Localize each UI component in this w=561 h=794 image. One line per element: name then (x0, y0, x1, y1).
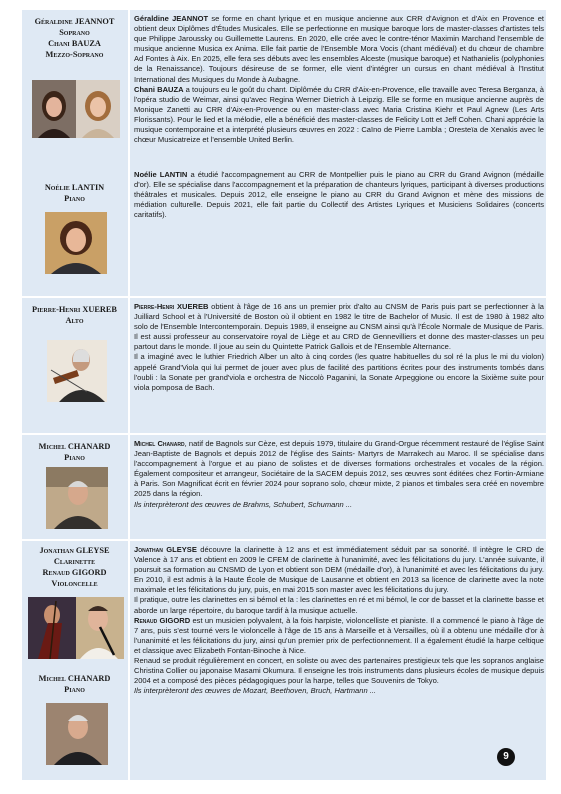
bio-lead: Géraldine JEANNOT (134, 14, 209, 23)
bio-lead: Chani BAUZA (134, 84, 184, 94)
artist-photo (28, 597, 124, 659)
artist-label-block (22, 182, 127, 204)
artist-role: Piano (64, 685, 85, 694)
repertoire-note: Ils interprèteront des œuvres de Brahms, Schubert, Schumann ... (134, 499, 353, 509)
bio-lead: Michel Chanard (134, 439, 185, 448)
bio-section-xuereb (22, 298, 546, 433)
bio-paragraph: Il pratique, outre les clarinettes en si bémol et la : les clarinettes en ré et mi bémol, le cor de basset et la clarinette basse et aborde un large répertoire, du baroque tardif à la musique actuelle. (134, 595, 544, 615)
artist-role: Alto (65, 316, 84, 325)
artist-label-block (22, 673, 127, 695)
bio-paragraph: a étudié l'accompagnement au CRR de Montpellier puis le piano au CRR du Grand Avignon (médaille d'or). Elle se spécialise dans l'accompagnement et la préparation de chanteurs lyriques, participant à diverses productions théâtrales et musicales. Depuis 2012, elle enseigne le piano au CRR du Grand Avignon et mène des missions de médiation culturelle. Depuis 2021, elle fait partie du Collectif des Artistes Lyriques et Musiciens Solidaires (concerts caritatifs). (134, 170, 544, 220)
bio-lead: Renaud GIGORD (134, 615, 191, 625)
bio-paragraph: est un musicien polyvalent, à la fois harpiste, violoncelliste et pianiste. Il a commencé le piano à l'âge de 7 ans, puis s'est tourné vers le violoncelle à l'âge de 15 ans à Marseille et à Versailles, où il a obtenu une médaille d'or à l'unanimité et les félicitations du jury, ainsi qu'un premier prix de perfectionnement. Il a également étudié la harpe celtique et classique avec Elizabeth Fontan-Binoche à Nice. (134, 615, 544, 655)
artist-label-block (22, 441, 127, 463)
program-page (22, 10, 546, 780)
artist-role: Clarinette (53, 557, 96, 566)
repertoire-note: Ils interprèteront des œuvres de Mozart, Beethoven, Bruch, Hartmann ... (134, 686, 377, 696)
bio-paragraph: découvre la clarinette à 12 ans et est immédiatement séduit par sa sonorité. Il intègre le CRD de Valence à 17 ans et obtient en 2009 le CFEM de clarinette à l'unanimité, avec les félicitations du jury. L'année suivante, il poursuit sa formation au CNSMD de Lyon et obtient son DEM (médaille d'or), à l'unanimité et avec les félicitations du jury. En 2010, il est admis à la Haute École de Musique de Lausanne et obtient en 2013 sa licence de clarinette avec la note maximale et les félicitations du jury, puis, en mai 2015 son master avec les félicitations du jury. (134, 545, 544, 595)
artist-photo (46, 467, 108, 529)
artist-photo (32, 80, 120, 138)
bio-section-chanard (22, 435, 546, 539)
artists-label-block (22, 16, 127, 60)
bio-text (134, 439, 544, 510)
artist-name: Jonathan GLEYSE (39, 546, 110, 555)
artist-role: Piano (64, 453, 85, 462)
artist-role: Piano (64, 194, 85, 203)
artist-name: Pierre-Henri XUEREB (32, 305, 117, 314)
artist-name: Michel CHANARD (38, 442, 111, 451)
bio-lead: Pierre-Henri XUEREB (134, 302, 209, 311)
bio-text (134, 302, 544, 393)
artist-role: Mezzo-Soprano (45, 50, 104, 59)
bio-section-jeannot-bauza (22, 10, 546, 168)
bio-paragraph: se forme en chant lyrique et en musique ancienne aux CRR d'Avignon et d'Aix en Provence et obtient deux Diplômes d'Études Musicales. Elle se perfectionne en musique baroque lors de master-classes d'artistes tels que Philippe Jaroussky ou Guillemette Laurens. En 2020, elle crée avec le contre-ténor Maximin Marchand l'ensemble de musique ancienne Musica ex Anima. Elle fait partie de l'Ensemble Mora Vocis (chant médiéval) et du chœur de chambre Ad Fontes à Aix. En 2025, elle fera ses débuts avec les ensembles Alceste (musique baroque) et Nathanielis (polyphonies de la Renaissance). Toujours désireuse de se former, elle vient d'intégrer un cursus en chant médiéval à l'Institut International des Musiques du Monde à Aubagne. (134, 14, 544, 84)
bio-section-lantin (22, 168, 546, 296)
bio-paragraph: , natif de Bagnols sur Cèze, est depuis 1979, titulaire du Grand-Orgue récemment restauré de l'église Saint Jean-Baptiste de Bagnols et depuis 2012 de l'église des Saints- Martyrs de Marrakech au Maroc. Il se spécialise dans l'accompagnement à l'orgue et au piano de solistes et de diverses formations orchestrales et vocales de la région. Également compositeur et arrangeur, Sociétaire de la SACEM depuis 2012, ses œuvres sont éditées chez Fortin-Armiane à Paris. Son Magnificat écrit en février 2024 pour soprano solo, chœur mixte, 2 pianos et timbales sera créé en novembre 2025 dans la région. (134, 439, 544, 499)
bio-paragraph: Il a imaginé avec le luthier Friedrich Alber un alto à cinq cordes (les quatre habituelles du sol ré la plus le mi du violon) appelé Grand'Viola qui lui permet de jouer avec plus de facilité des partitions écrites pour des instruments tombés dans l'oubli : la Sonate per grand'viola e orchestra de Niccolò Paganini, la Sonate Arpeggione ou encore la Sixième suite pour viola pomposa de Bach. (134, 352, 544, 392)
artists-label-block (22, 545, 127, 589)
artist-photo (45, 212, 107, 274)
artist-name: Michel CHANARD (38, 674, 111, 683)
bio-text (134, 14, 544, 145)
artist-role: Violoncelle (51, 579, 98, 588)
bio-paragraph: obtient à l'âge de 16 ans un premier prix d'alto au CNSM de Paris puis part se perfectionner à la Juilliard School et à l'Université de Boston où il obtient en 1982 le titre de Bachelor of Music. Il est de 1980 à 1982 alto solo de l'Ensemble Intercontemporain. Depuis 1989, il enseigne au CNSM ainsi qu'à l'École Normale de Musique de Paris. Il est aussi professeur au conservatoire royal de Liège et au CRD de Gennevilliers et donne des master-classes un peu partout dans le monde. Il joue au sein du Quintette Patrick Gallois et de l'Ensemble Alternance. (134, 302, 545, 352)
artist-name: Renaud GIGORD (42, 568, 107, 577)
artist-name: Noélie LANTIN (44, 183, 105, 192)
bio-section-gleyse-gigord (22, 541, 546, 780)
artist-name: Chani BAUZA (48, 39, 101, 48)
bio-paragraph: a toujours eu le goût du chant. Diplômée du CRR d'Aix-en-Provence, elle travaille avec Teresa Berganza, à l'opéra studio de Weimar, ainsi qu'avec Regina Werner Dietrich à Leipzig. Elle se forme en musique ancienne auprès de Monique Zanetti au CRR d'Aix-en-Provence ou en master-class avec Maria Cristina Kiehr et Paul Agnew (Les Arts Florissants). Pour le lied et la mélodie, elle a bénéficié des master-classes de Felicity Lott et Jeff Cohen. Chani apprécie la musique contemporaine et a interprété plusieurs œuvres en 2022 : Caïno de Pierre Lambla ; Oresteïa de Xenakis avec le chœur Musicatreize et l'ensemble United Berlin. (134, 84, 544, 145)
bio-lead: Noélie LANTIN (134, 170, 188, 179)
bio-lead: Jonathan GLEYSE (134, 545, 197, 554)
bio-paragraph: Renaud se produit régulièrement en concert, en soliste ou avec des partenaires prestigieux tels que les sopranos anglaise Christina Collier ou japonaise Masami Okumura. Il enseigne les trois instruments dans plusieurs écoles de musique depuis 2004 et a composé des pièces pédagogiques pour la harpe, telles que Souvenirs de Tokyo. (134, 656, 544, 686)
page-number: 9 (497, 748, 515, 766)
bio-text (134, 170, 544, 220)
artist-photo (46, 703, 108, 765)
artist-label-block (22, 304, 127, 326)
bio-text (134, 545, 544, 696)
artist-photo (47, 340, 107, 402)
artist-role: Soprano (59, 28, 90, 37)
artist-name: Géraldine JEANNOT (34, 17, 115, 26)
